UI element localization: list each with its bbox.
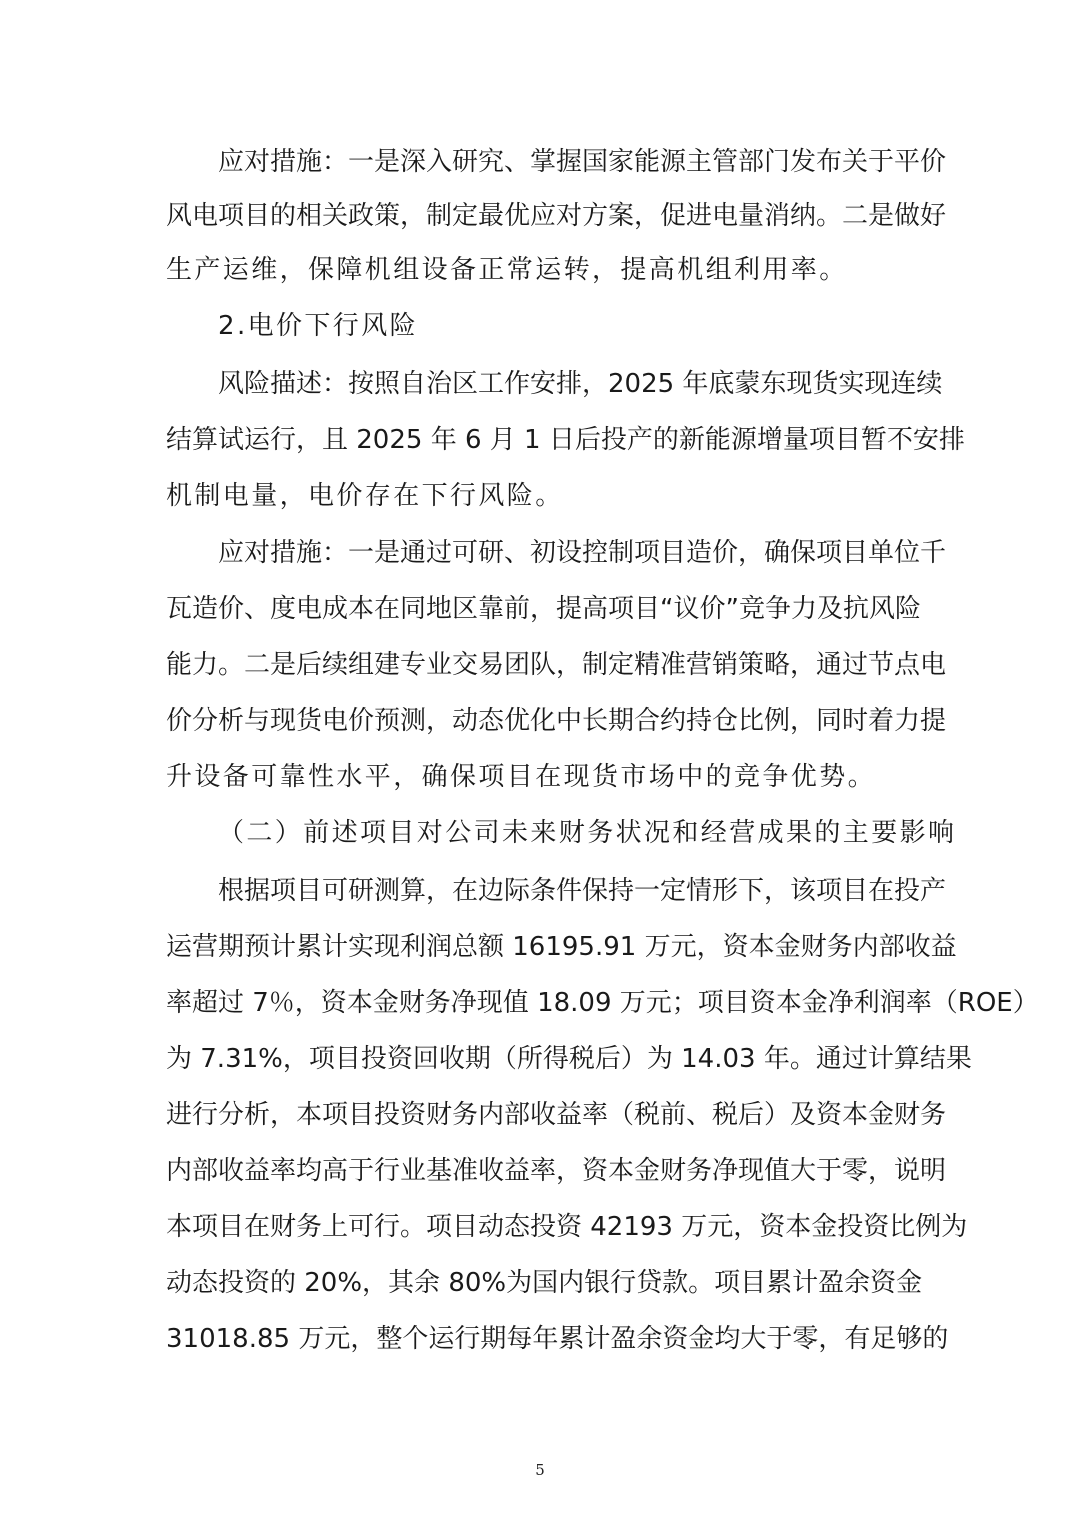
paragraph-line: 应对措施：一是通过可研、初设控制项目造价，确保项目单位千 xyxy=(218,538,947,568)
paragraph-line: 生产运维，保障机组设备正常运转，提高机组利用率。 xyxy=(166,255,848,285)
paragraph-line: 运营期预计累计实现利润总额 16195.91 万元，资本金财务内部收益 xyxy=(166,932,957,962)
paragraph-line: 内部收益率均高于行业基准收益率，资本金财务净现值大于零，说明 xyxy=(166,1156,947,1186)
paragraph-line: 率超过 7％，资本金财务净现值 18.09 万元；项目资本金净利润率（ROE） xyxy=(166,988,1039,1018)
paragraph-line: 升设备可靠性水平，确保项目在现货市场中的竞争优势。 xyxy=(166,762,877,792)
paragraph-line: 瓦造价、度电成本在同地区靠前，提高项目“议价”竞争力及抗风险 xyxy=(166,594,921,624)
paragraph-line: 31018.85 万元，整个运行期每年累计盈余资金均大于零，有足够的 xyxy=(166,1324,949,1354)
paragraph-line: 本项目在财务上可行。项目动态投资 42193 万元，资本金投资比例为 xyxy=(166,1212,968,1242)
paragraph-line: 能力。二是后续组建专业交易团队，制定精准营销策略，通过节点电 xyxy=(166,650,947,680)
page-number: 5 xyxy=(535,1461,545,1479)
paragraph-line: 机制电量，电价存在下行风险。 xyxy=(166,481,564,511)
section-heading: （二）前述项目对公司未来财务状况和经营成果的主要影响 xyxy=(218,818,957,848)
section-heading: 2.电价下行风险 xyxy=(218,311,419,341)
paragraph-line: 应对措施：一是深入研究、掌握国家能源主管部门发布关于平价 xyxy=(218,147,947,177)
paragraph-line: 进行分析，本项目投资财务内部收益率（税前、税后）及资本金财务 xyxy=(166,1100,947,1130)
paragraph-line: 风电项目的相关政策，制定最优应对方案，促进电量消纳。二是做好 xyxy=(166,201,947,231)
paragraph-line: 根据项目可研测算，在边际条件保持一定情形下，该项目在投产 xyxy=(218,876,947,906)
paragraph-line: 动态投资的 20%，其余 80%为国内银行贷款。项目累计盈余资金 xyxy=(166,1268,923,1298)
paragraph-line: 风险描述：按照自治区工作安排，2025 年底蒙东现货实现连续 xyxy=(218,369,943,399)
paragraph-line: 结算试运行，且 2025 年 6 月 1 日后投产的新能源增量项目暂不安排 xyxy=(166,425,965,455)
paragraph-line: 价分析与现货电价预测，动态优化中长期合约持仓比例，同时着力提 xyxy=(166,706,947,736)
paragraph-line: 为 7.31%，项目投资回收期（所得税后）为 14.03 年。通过计算结果 xyxy=(166,1044,972,1074)
